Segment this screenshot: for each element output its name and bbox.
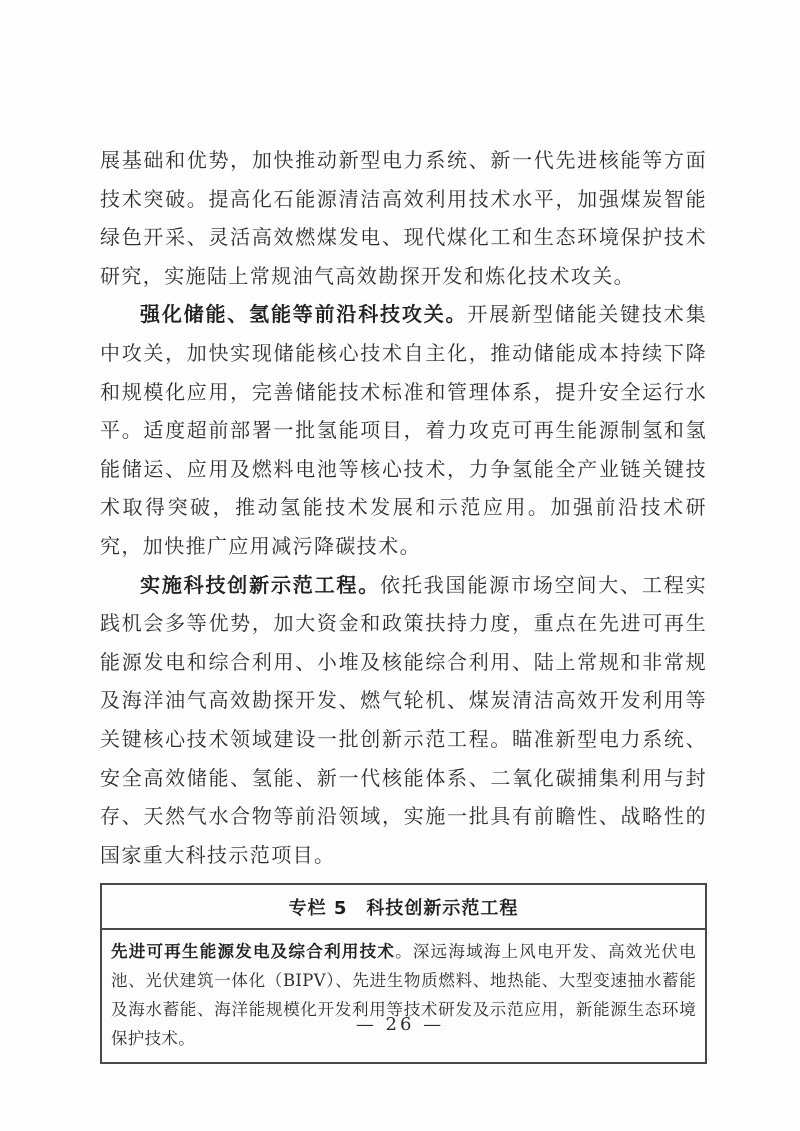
- paragraph-1: [100, 141, 707, 295]
- callout-box-special-column-5: [100, 883, 707, 1064]
- paragraph-3-text: 依托我国能源市场空间大、工程实践机会多等优势，加大资金和政策扶持力度，重点在先进可再生能源发电和综合利用、小堆及核能综合利用、陆上常规和非常规及海洋油气高效勘探开发、燃气轮机、煤炭清洁高效开发利用等关键核心技术领域建设一批创新示范工程。瞄准新型电力系统、安全高效储能、氢能、新一代核能体系、二氧化碳捕集利用与封存、天然气水合物等前沿领域，实施一批具有前瞻性、战略性的国家重大科技示范项目。: [100, 572, 707, 867]
- page-number: — 26 —: [355, 1014, 445, 1035]
- callout-box-title: 专栏 5 科技创新示范工程: [102, 885, 705, 930]
- paragraph-1-text: 展基础和优势，加快推动新型电力系统、新一代先进核能等方面技术突破。提高化石能源清洁高效利用技术水平，加强煤炭智能绿色开采、灵活高效燃煤发电、现代煤化工和生态环境保护技术研究，实施陆上常规油气高效勘探开发和炼化技术攻关。: [100, 148, 707, 288]
- paragraph-3-lead: 实施科技创新示范工程。: [140, 572, 381, 597]
- callout-entry-text: 。深远海域海上风电开发、高效光伏电池、光伏建筑一体化（BIPV）、先进生物质燃料、地热能、大型变速抽水蓄能及海水蓄能、海洋能规模化开发利用等技术研发及示范应用，新能源生态环境保护技术。: [111, 942, 696, 1049]
- page-content: [100, 141, 707, 1064]
- paragraph-2: [100, 295, 707, 565]
- paragraph-2-text: 开展新型储能关键技术集中攻关，加快实现储能核心技术自主化，推动储能成本持续下降和规模化应用，完善储能技术标准和管理体系，提升安全运行水平。适度超前部署一批氢能项目，着力攻克可再生能源制氢和氢能储运、应用及燃料电池等核心技术，力争氢能全产业链关键技术取得突破，推动氢能技术发展和示范应用。加强前沿技术研究，加快推广应用减污降碳技术。: [100, 302, 707, 558]
- callout-entry-lead: 先进可再生能源发电及综合利用技术: [111, 942, 396, 962]
- paragraph-2-lead: 强化储能、氢能等前沿科技攻关。: [140, 302, 468, 327]
- callout-box-body: [102, 930, 705, 1062]
- paragraph-3: [100, 566, 707, 875]
